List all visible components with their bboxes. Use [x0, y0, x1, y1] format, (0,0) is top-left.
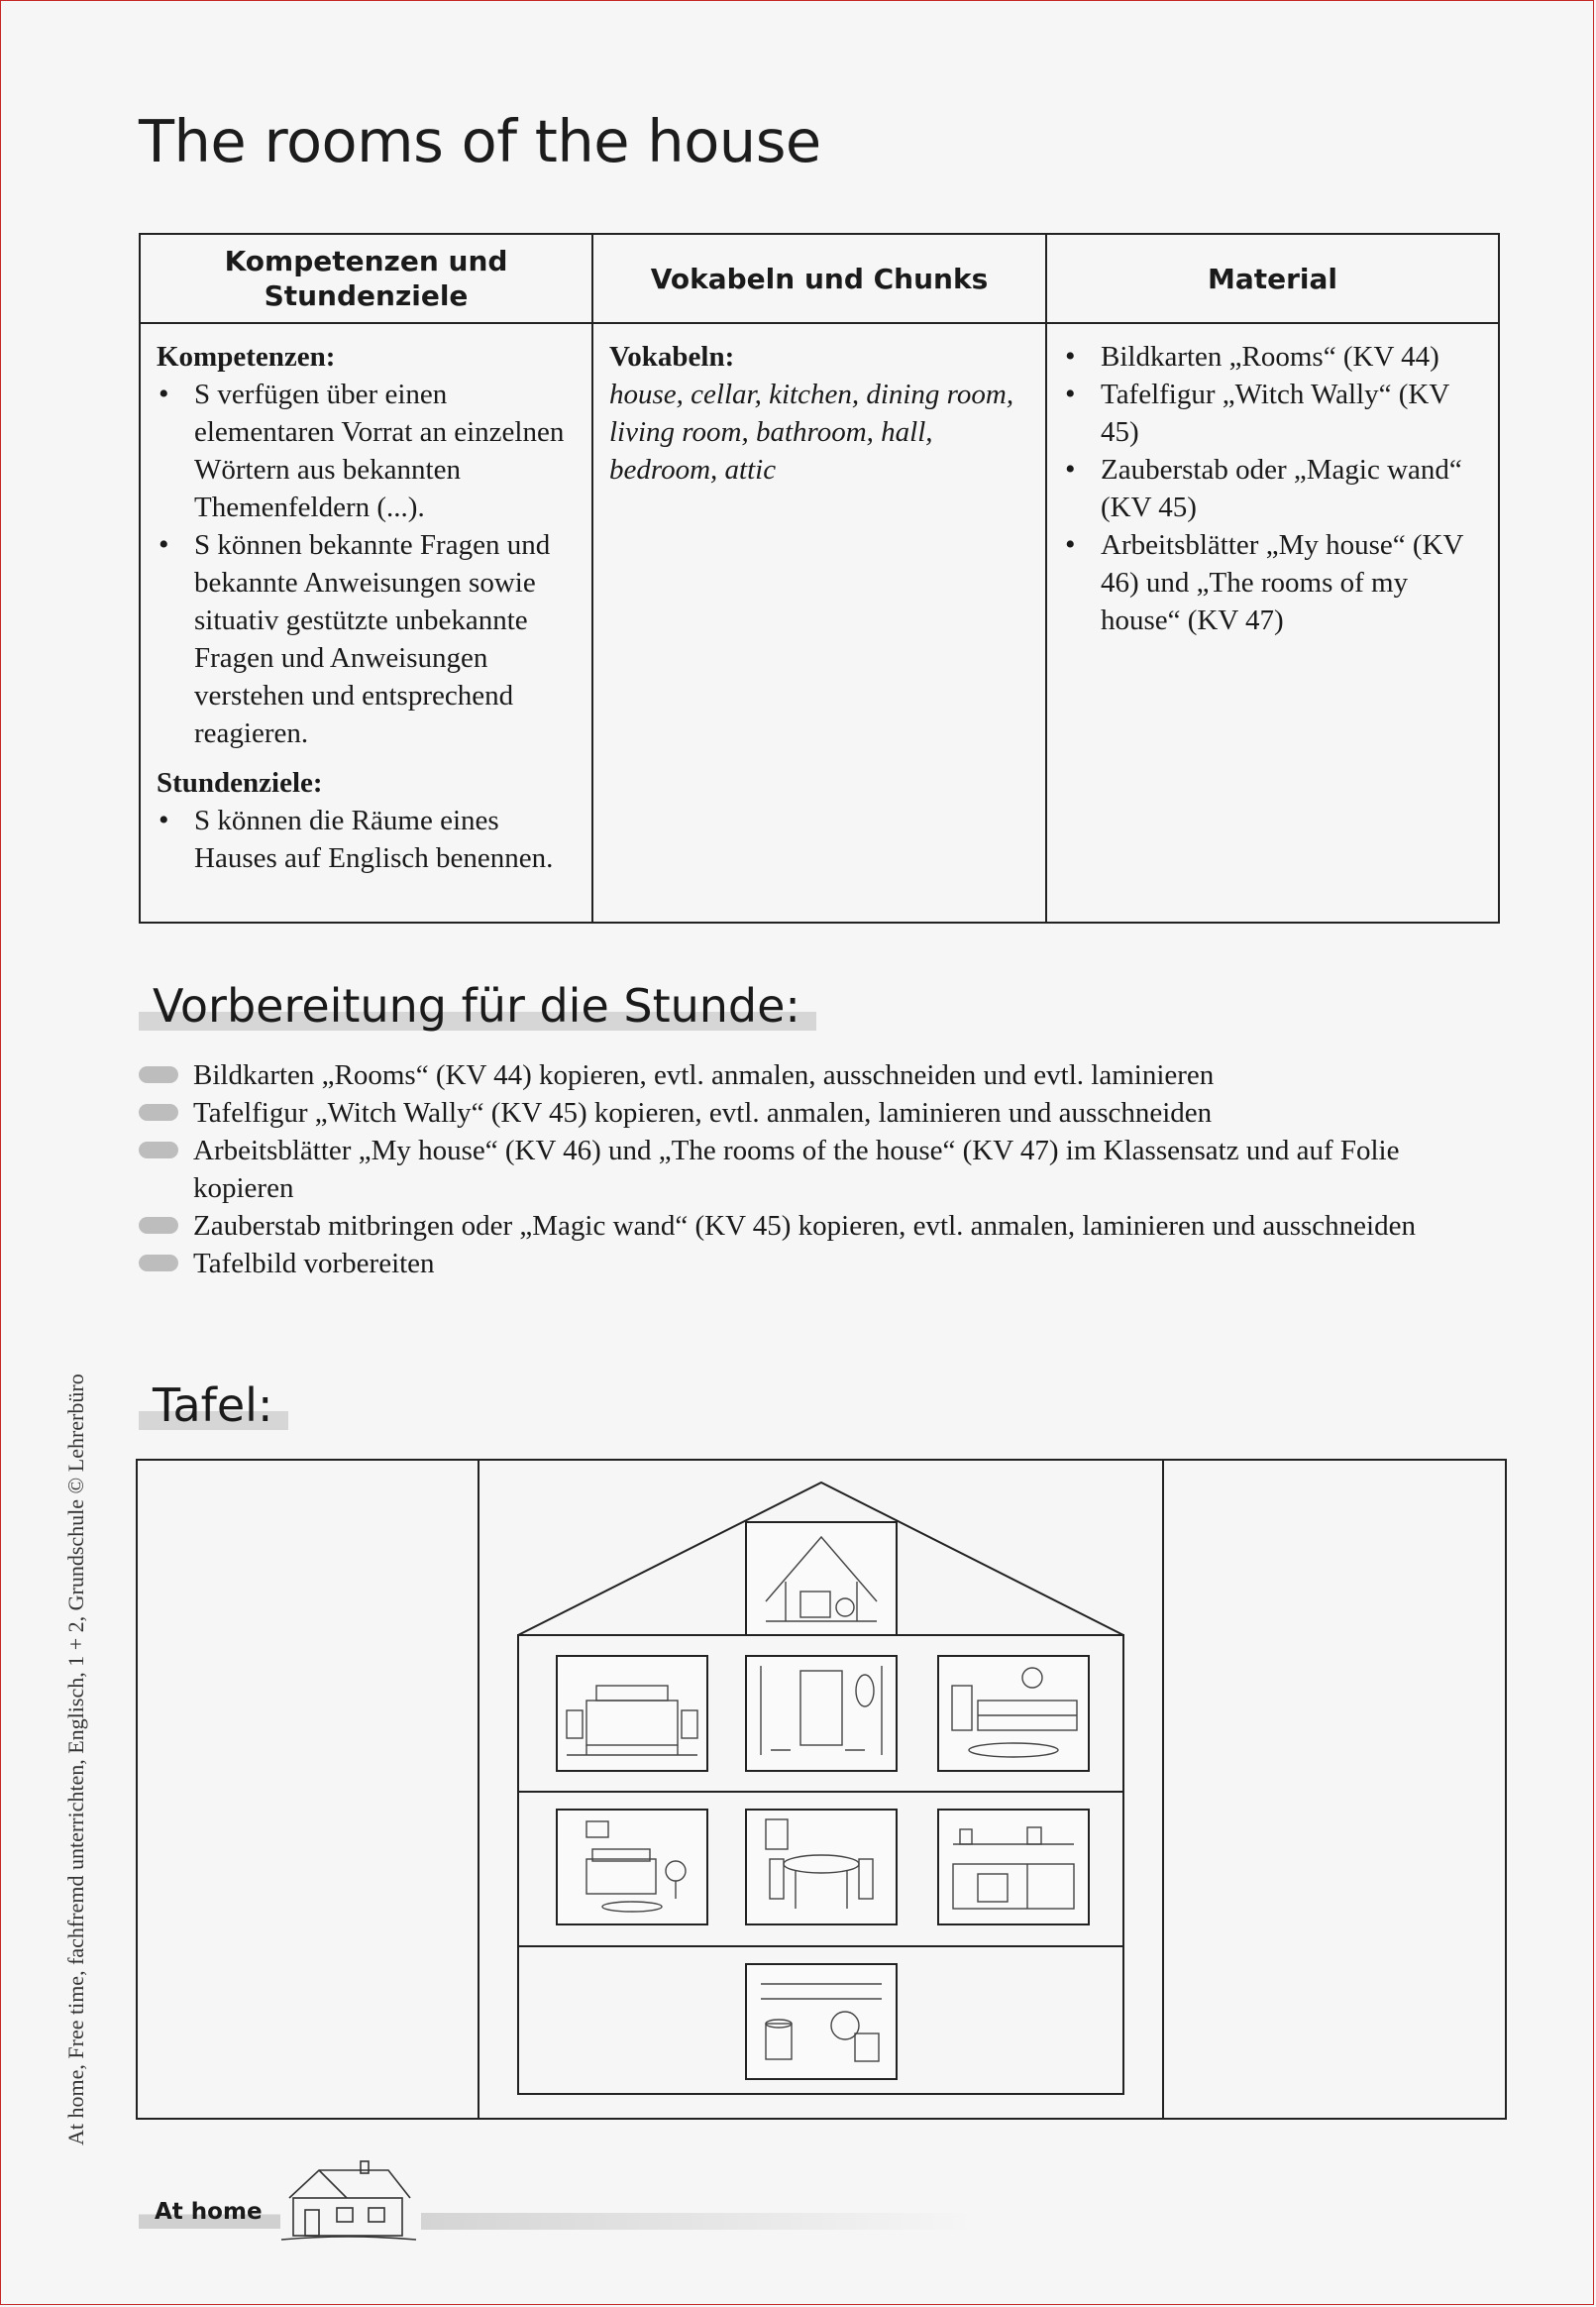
- bathroom-icon: [938, 1656, 1089, 1771]
- prep-list: [139, 1056, 1506, 1282]
- kitchen-icon: [938, 1810, 1089, 1924]
- list-item: [139, 1245, 1506, 1282]
- pill-bullet-icon: [139, 1217, 178, 1234]
- list-item: [139, 1207, 1506, 1245]
- prep-item-text: Bildkarten „Rooms“ (KV 44) kopieren, evtl. anmalen, ausschneiden und evtl. laminieren: [193, 1059, 1215, 1091]
- list-item: [139, 1132, 1506, 1207]
- goals-list: [157, 802, 576, 877]
- prep-item-text: Tafelfigur „Witch Wally“ (KV 45) kopieren, evtl. anmalen, laminieren und ausschneiden: [193, 1097, 1213, 1129]
- pill-bullet-icon: [139, 1255, 178, 1271]
- board-heading: Tafel:: [139, 1380, 288, 1430]
- footer-label: At home: [139, 2197, 280, 2229]
- vocab-text: house, cellar, kitchen, dining room, living room, bathroom, hall, bedroom, attic: [609, 379, 1014, 486]
- prep-item-text: Zauberstab mitbringen oder „Magic wand“ (KV 45) kopieren, evtl. anmalen, laminieren und ausschneiden: [193, 1210, 1416, 1242]
- page-title: The rooms of the house: [139, 107, 821, 175]
- cell-competencies: [140, 323, 592, 923]
- list-item: • Bildkarten „Rooms“ (KV 44): [1063, 338, 1482, 376]
- list-item: • S verfügen über einen elementaren Vorrat an einzelnen Wörtern aus bekannten Themenfeldern (...).: [157, 376, 576, 526]
- cell-material: [1046, 323, 1499, 923]
- goals-heading: Stundenziele:: [157, 767, 323, 799]
- prep-heading: Vorbereitung für die Stunde:: [139, 981, 816, 1031]
- cell-vocab: [592, 323, 1046, 923]
- bedroom-icon: [557, 1656, 707, 1771]
- hall-icon: [746, 1656, 897, 1771]
- lesson-table: [139, 233, 1500, 924]
- list-item: • S können bekannte Fragen und bekannte Anweisungen sowie situativ gestützte unbekannte Fragen und Anweisungen verstehen und entsprechend reagieren.: [157, 526, 576, 752]
- list-item: • S können die Räume eines Hauses auf Englisch benennen.: [157, 802, 576, 877]
- header-material: Material: [1046, 234, 1499, 323]
- attic-icon: [746, 1522, 897, 1635]
- cellar-icon: [746, 1964, 897, 2079]
- pill-bullet-icon: [139, 1104, 178, 1121]
- house-icon: [279, 2158, 418, 2243]
- list-item: • Arbeitsblätter „My house“ (KV 46) und „The rooms of my house“ (KV 47): [1063, 526, 1482, 639]
- prep-item-text: Arbeitsblätter „My house“ (KV 46) und „The rooms of the house“ (KV 47) im Klassensatz und auf Folie kopieren: [193, 1135, 1400, 1204]
- vocab-heading: Vokabeln:: [609, 341, 735, 373]
- header-vocab: Vokabeln und Chunks: [592, 234, 1046, 323]
- list-item: • Tafelfigur „Witch Wally“ (KV 45): [1063, 376, 1482, 451]
- competencies-heading: Kompetenzen:: [157, 341, 336, 373]
- dining-room-icon: [746, 1810, 897, 1924]
- list-item: [139, 1056, 1506, 1094]
- list-item: • Zauberstab oder „Magic wand“ (KV 45): [1063, 451, 1482, 526]
- material-list: [1063, 338, 1482, 639]
- footer-bar: [421, 2213, 976, 2230]
- board: [136, 1459, 1507, 2120]
- pill-bullet-icon: [139, 1066, 178, 1083]
- living-room-icon: [557, 1810, 707, 1924]
- house-diagram: [138, 1461, 1505, 2118]
- competencies-list: [157, 376, 576, 752]
- list-item: [139, 1094, 1506, 1132]
- sidebar-copyright: At home, Free time, fachfremd unterrichten, Englisch, 1 + 2, Grundschule © Lehrerbüro: [63, 1373, 88, 2145]
- pill-bullet-icon: [139, 1142, 178, 1158]
- prep-item-text: Tafelbild vorbereiten: [193, 1248, 435, 1279]
- header-competencies: Kompetenzen und Stundenziele: [140, 234, 592, 323]
